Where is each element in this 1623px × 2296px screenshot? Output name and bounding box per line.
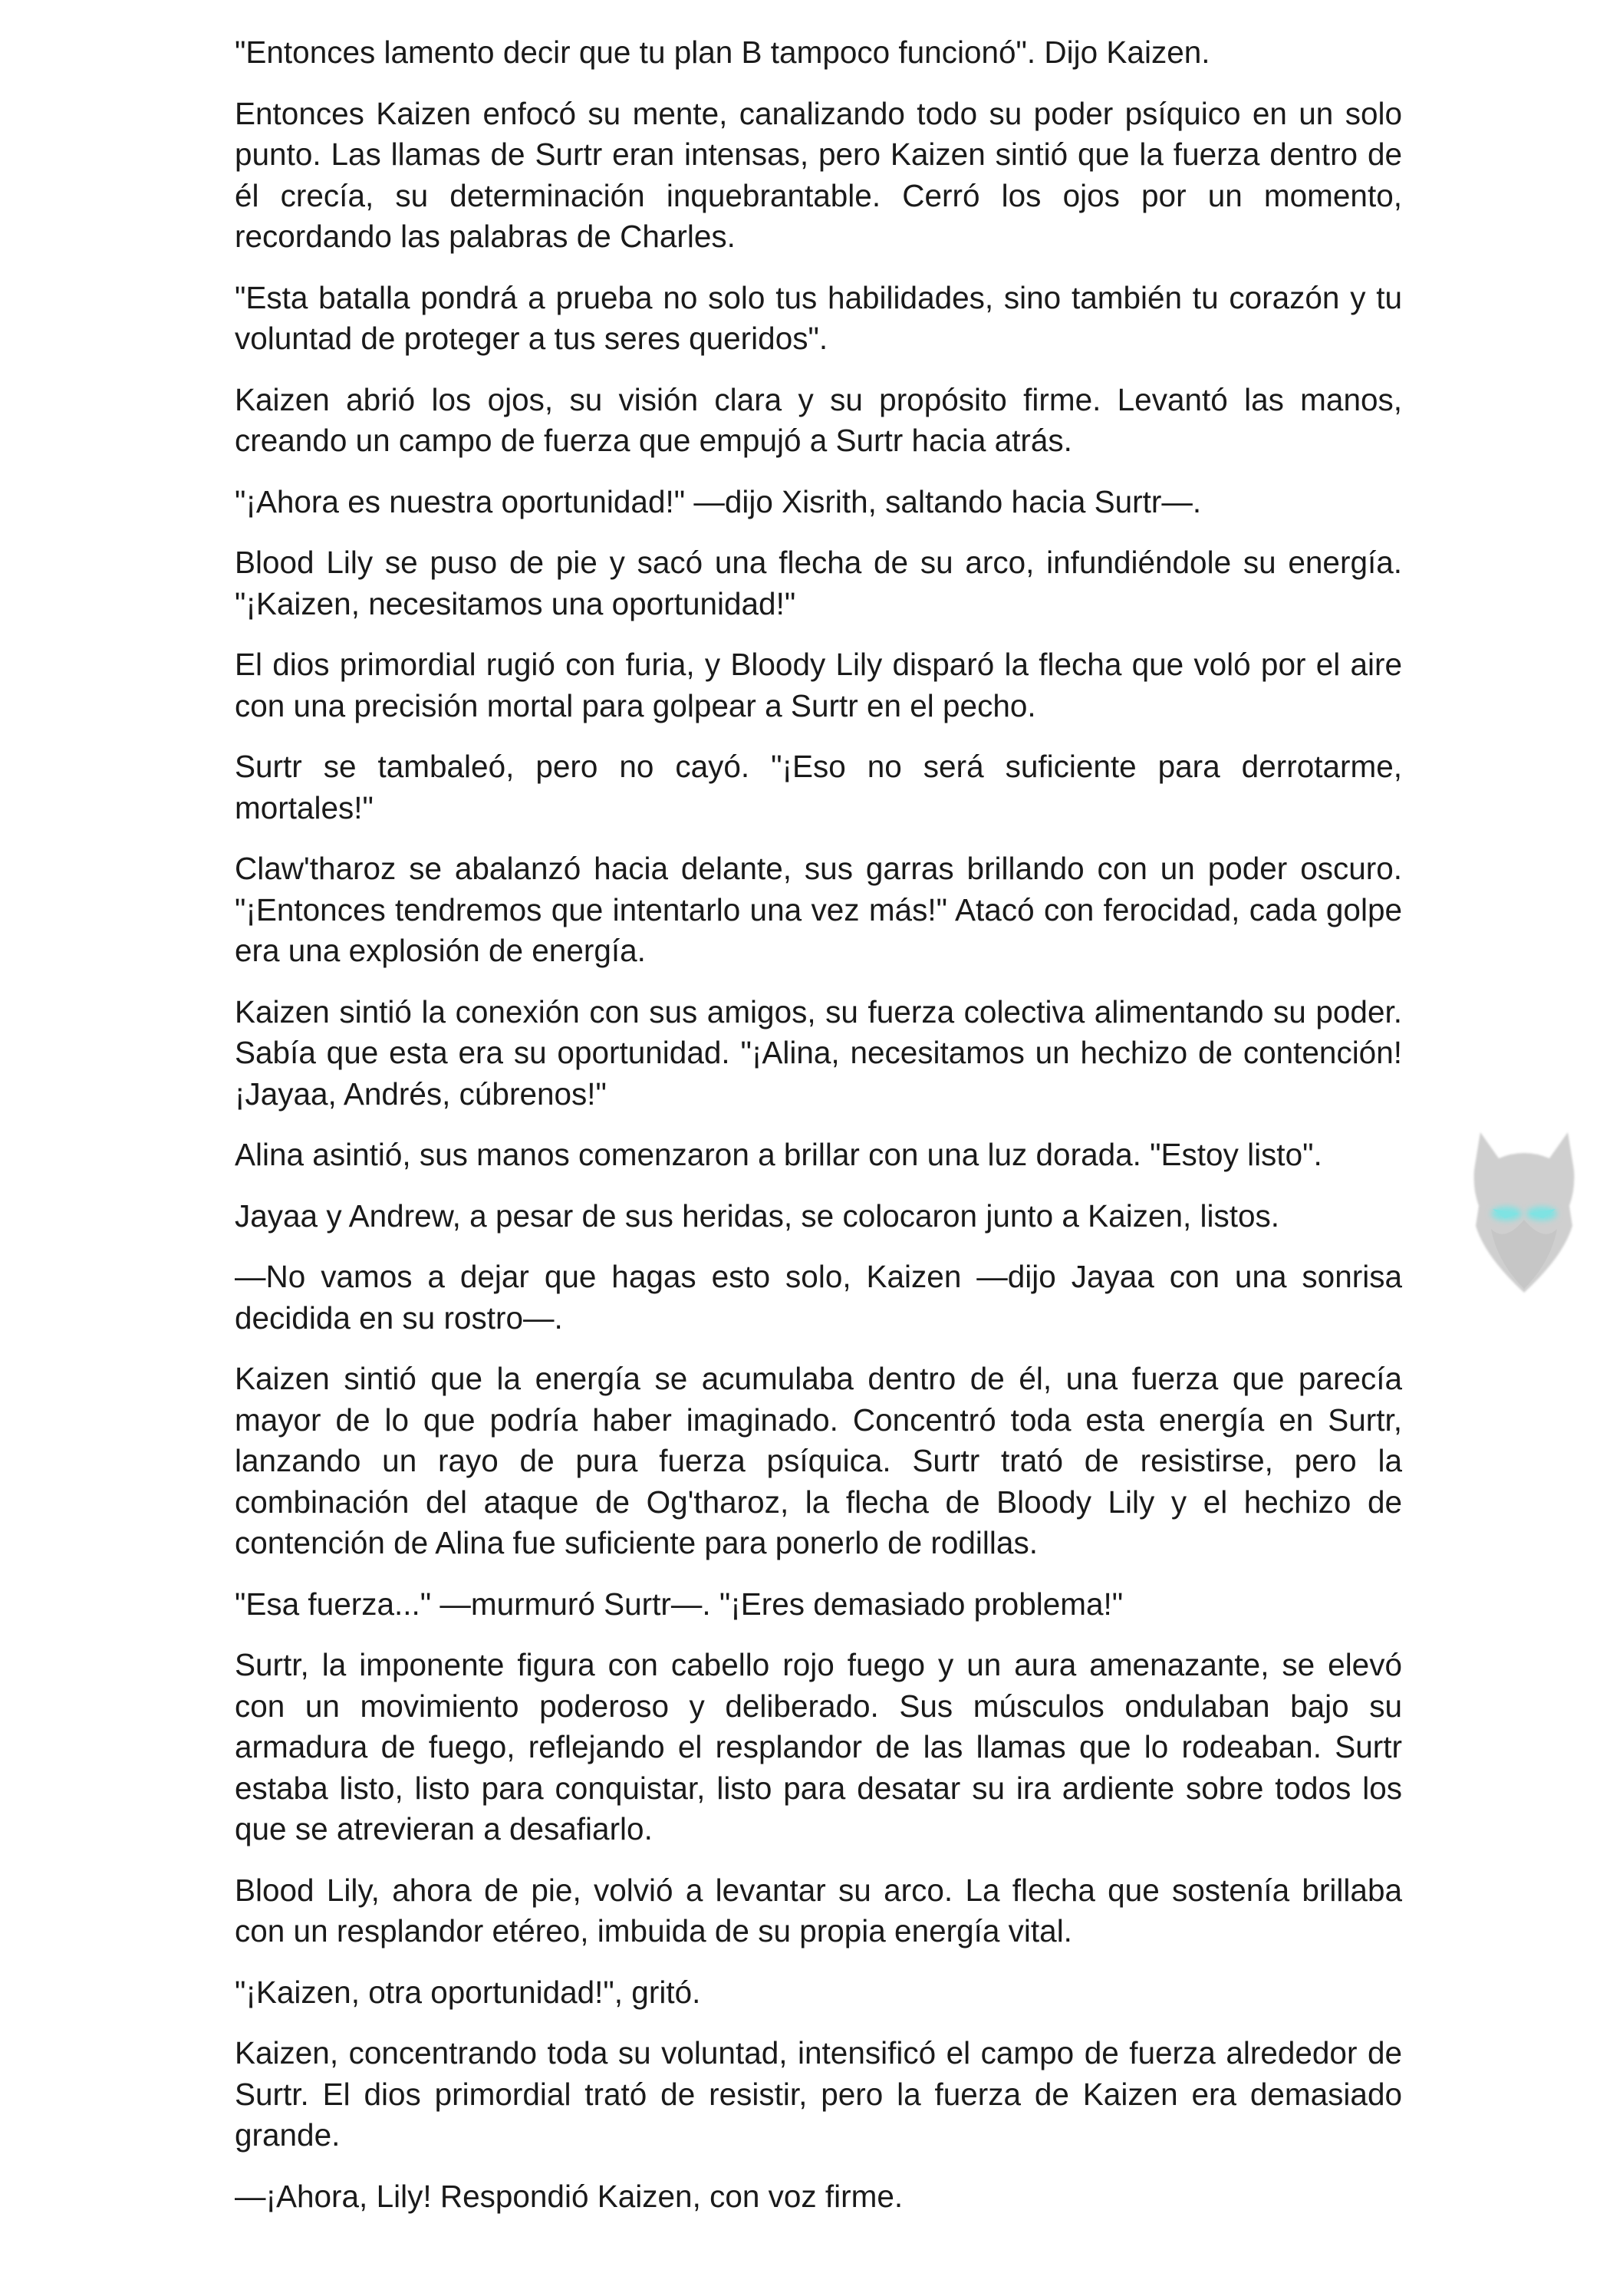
paragraph: "Esta batalla pondrá a prueba no solo tus habilidades, sino también tu corazón y tu voluntad de proteger a tus seres queridos".: [235, 279, 1402, 356]
paragraph: Surtr se tambaleó, pero no cayó. "¡Eso no será suficiente para derrotarme, mortales!": [235, 749, 1402, 825]
document-body: [235, 32, 1402, 2237]
paragraph: "Entonces lamento decir que tu plan B tampoco funcionó". Dijo Kaizen.: [235, 35, 1210, 70]
demon-head-icon: [1467, 1128, 1582, 1296]
paragraph: Alina asintió, sus manos comenzaron a brillar con una luz dorada. "Estoy listo".: [235, 1137, 1322, 1172]
paragraph: Kaizen sintió la conexión con sus amigos, su fuerza colectiva alimentando su poder. Sabía que esta era su oportunidad. "¡Alina, necesitamos un hechizo de contención! ¡Jayaa, Andrés, cúbrenos!": [235, 993, 1402, 1112]
paragraph: —¡Ahora, Lily! Respondió Kaizen, con voz firme.: [235, 2178, 904, 2214]
paragraph: Surtr, la imponente figura con cabello rojo fuego y un aura amenazante, se elevó con un movimiento poderoso y deliberado. Sus músculos ondulaban bajo su armadura de fuego, reflejando el resplandor de las llamas que lo rodeaban. Surtr estaba listo, listo para conquistar, listo para desatar su ira ardiente sobre todos los que se atrevieran a desafiarlo.: [235, 1647, 1402, 1846]
paragraph: "¡Ahora es nuestra oportunidad!" —dijo Xisrith, saltando hacia Surtr—.: [235, 483, 1202, 519]
paragraph: Kaizen abrió los ojos, su visión clara y su propósito firme. Levantó las manos, creando un campo de fuerza que empujó a Surtr hacia atrás.: [235, 381, 1402, 458]
paragraph: Entonces Kaizen enfocó su mente, canalizando todo su poder psíquico en un solo punto. Las llamas de Surtr eran intensas, pero Kaizen sintió que la fuerza dentro de él crecía, su determinación inquebrantable. Cerró los ojos por un momento, recordando las palabras de Charles.: [235, 95, 1402, 254]
paragraph: Kaizen, concentrando toda su voluntad, intensificó el campo de fuerza alrededor de Surtr. El dios primordial trató de resistir, pero la fuerza de Kaizen era demasiado grande.: [235, 2035, 1402, 2153]
paragraph: —No vamos a dejar que hagas esto solo, Kaizen —dijo Jayaa con una sonrisa decidida en su rostro—.: [235, 1259, 1402, 1336]
paragraph: Blood Lily, ahora de pie, volvió a levantar su arco. La flecha que sostenía brillaba con un resplandor etéreo, imbuida de su propia energía vital.: [235, 1872, 1402, 1948]
paragraph: Kaizen sintió que la energía se acumulaba dentro de él, una fuerza que parecía mayor de lo que podría haber imaginado. Concentró toda esta energía en Surtr, lanzando un rayo de pura fuerza psíquica. Surtr trató de resistirse, pero la combinación del ataque de Og'tharoz, la flecha de Bloody Lily y el hechizo de contención de Alina fue suficiente para ponerlo de rodillas.: [235, 1361, 1402, 1560]
paragraph: Jayaa y Andrew, a pesar de sus heridas, se colocaron junto a Kaizen, listos.: [235, 1197, 1280, 1234]
paragraph: El dios primordial rugió con furia, y Bloody Lily disparó la flecha que voló por el aire con una precisión mortal para golpear a Surtr en el pecho.: [235, 647, 1402, 723]
paragraph: "Esa fuerza..." —murmuró Surtr—. "¡Eres demasiado problema!": [235, 1586, 1124, 1622]
paragraph: Claw'tharoz se abalanzó hacia delante, sus garras brillando con un poder oscuro. "¡Entonces tendremos que intentarlo una vez más!" Atacó con ferocidad, cada golpe era una explosión de energía.: [235, 851, 1402, 968]
paragraph: "¡Kaizen, otra oportunidad!", gritó.: [235, 1974, 701, 2010]
paragraph: Blood Lily se puso de pie y sacó una flecha de su arco, infundiéndole su energía. "¡Kaizen, necesitamos una oportunidad!": [235, 545, 1402, 621]
